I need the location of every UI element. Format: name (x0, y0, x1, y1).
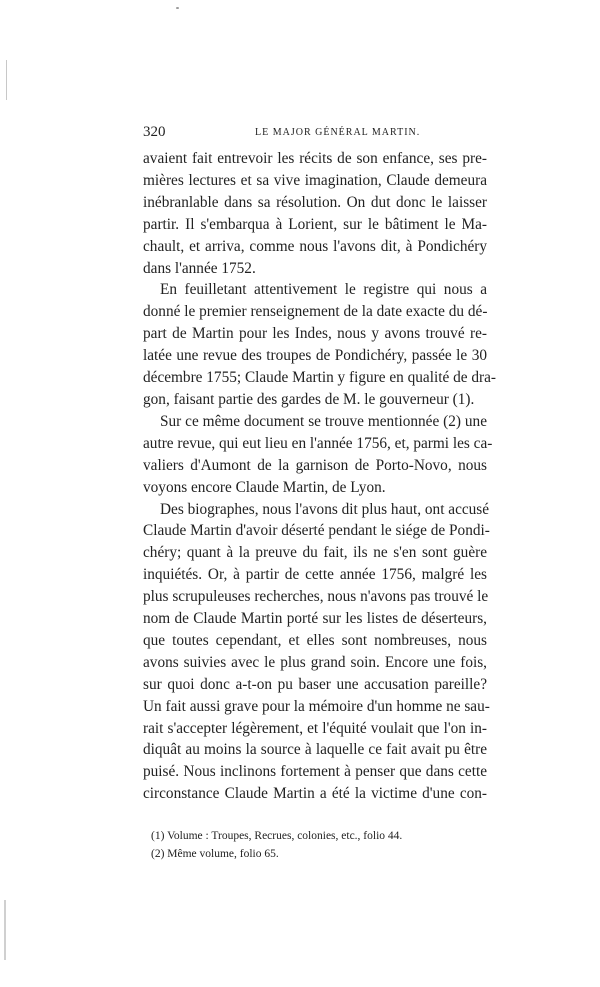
running-title: LE MAJOR GÉNÉRAL MARTIN. (255, 127, 421, 138)
text-line: avaient fait entrevoir les récits de son enfance, ses pre- (143, 150, 487, 167)
text-line: Sur ce même document se trouve mentionnée (2) une (160, 412, 487, 430)
body-text (143, 148, 496, 805)
paragraph (143, 148, 487, 279)
text-line: part de Martin pour les Indes, nous y avons trouvé re- (143, 325, 487, 343)
text-line: dans l'année 1752. (143, 259, 256, 277)
book-page (143, 124, 496, 863)
ink-speck (176, 7, 179, 9)
page-number: 320 (143, 124, 166, 140)
text-line: sur quoi donc a-t-on pu baser une accusation pareille? (143, 675, 487, 693)
ink-speck (4, 900, 6, 960)
text-line: voyons encore Claude Martin, de Lyon. (143, 478, 386, 496)
text-line: chault, et arriva, comme nous l'avons dit, à Pondichéry (143, 237, 487, 255)
paragraph (143, 279, 496, 410)
text-line: nom de Claude Martin porté sur les listes de déserteurs, (143, 610, 487, 628)
text-line: Un fait aussi grave pour la mémoire d'un homme ne sau- (143, 697, 490, 715)
footnote: (1) Volume : Troupes, Recrues, colonies, etc., folio 44. (151, 830, 403, 843)
text-line: que toutes cependant, et elles sont nombreuses, nous (143, 631, 487, 649)
text-line: partir. Il s'embarqua à Lorient, sur le bâtiment le Ma- (143, 215, 487, 233)
text-line: circonstance Claude Martin a été la victime d'une con- (143, 785, 487, 803)
paragraph (143, 499, 490, 806)
text-line: rait s'accepter légèrement, et l'équité voulait que l'on in- (143, 719, 487, 737)
page-header (143, 124, 487, 144)
text-line: valiers d'Aumont de la garnison de Porto-Novo, nous (143, 456, 487, 474)
paragraph (143, 411, 493, 499)
footnote: (2) Même volume, folio 65. (151, 848, 279, 861)
text-line: puisé. Nous inclinons fortement à penser que dans cette (143, 763, 487, 781)
footnotes (143, 827, 487, 863)
text-line: Des biographes, nous l'avons dit plus haut, ont accusé (160, 500, 490, 518)
text-line: plus scrupuleuses recherches, nous n'avons pas trouvé le (143, 588, 489, 606)
text-line: diquât au moins la source à laquelle ce fait avait pu être (143, 741, 487, 759)
text-line: décembre 1755; Claude Martin y figure en qualité de dra- (143, 369, 496, 387)
ink-speck (6, 60, 7, 100)
text-line: inébranlable dans sa résolution. On dut donc le laisser (143, 193, 487, 211)
text-line: autre revue, qui eut lieu en l'année 1756, et, parmi les ca- (143, 434, 493, 452)
text-line: gon, faisant partie des gardes de M. le gouverneur (1). (143, 390, 475, 408)
text-line: mières lectures et sa vive imagination, Claude demeura (143, 171, 487, 189)
text-line: avons suivies avec le plus grand soin. Encore une fois, (143, 653, 487, 671)
text-line: donné le premier renseignement de la date exacte du dé- (143, 303, 488, 321)
text-line: chéry; quant à la preuve du fait, ils ne s'en sont guère (143, 544, 487, 562)
text-line: Claude Martin d'avoir déserté pendant le siége de Pondi- (143, 522, 490, 540)
text-line: inquiétés. Or, à partir de cette année 1756, malgré les (143, 566, 487, 584)
text-line: latée une revue des troupes de Pondichéry, passée le 30 (143, 347, 487, 365)
text-line: En feuilletant attentivement le registre qui nous a (160, 281, 487, 299)
